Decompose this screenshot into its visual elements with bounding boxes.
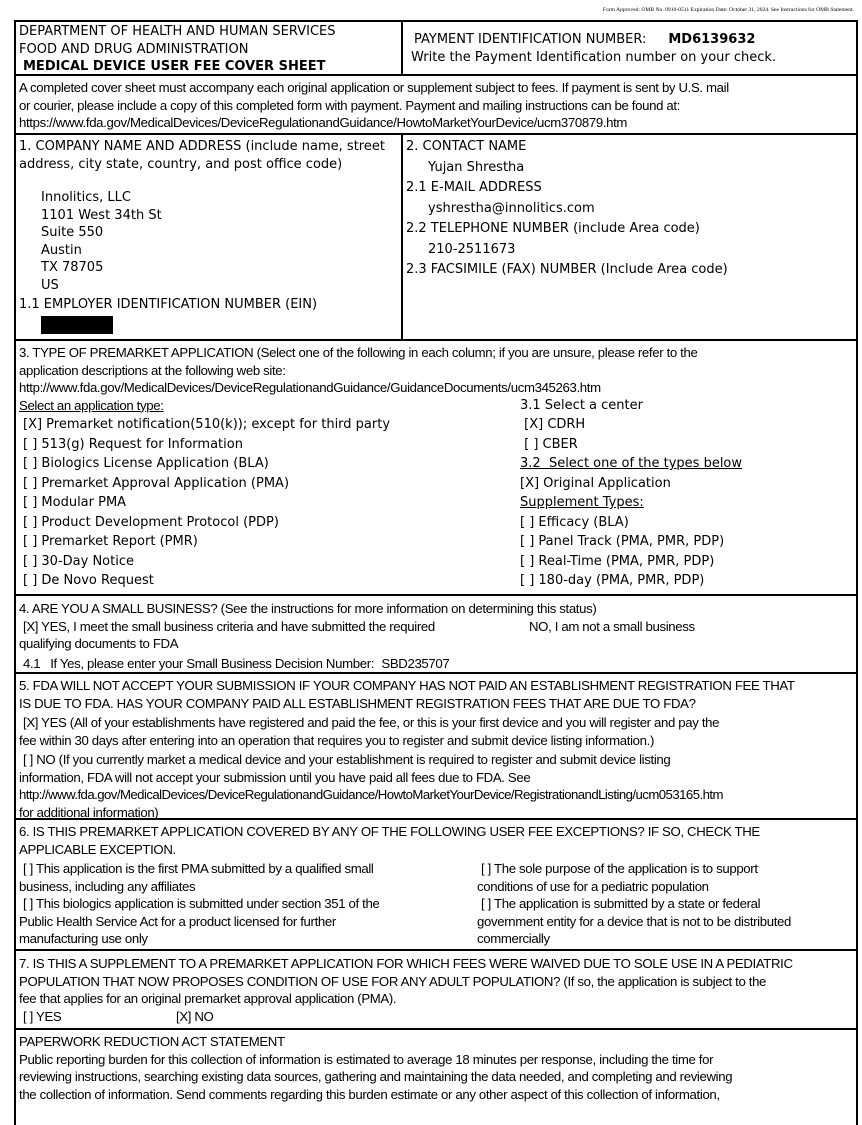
paperwork-reduction-statement [16,1030,856,1125]
paperwork-text: reviewing instructions, searching existing data sources, gathering and maintaining the data needed, and completing and reviewing [19,1069,733,1084]
section-3-columns [19,397,853,590]
exception-option[interactable] [19,895,477,948]
state-zip: TX 78705 [41,260,104,275]
supplement-heading: Supplement Types: [520,495,644,510]
registration-yes[interactable]: [X] YES (All of your establishments have registered and paid the fee, or this is your first device and you will register and pay the [23,715,720,730]
street-address: 1101 West 34th St [41,207,162,223]
app-type-option[interactable]: [ ] 30-Day Notice [23,553,134,569]
section-3-label: application descriptions at the following web site: [19,362,286,378]
registration-yes-cont: fee within 30 days after entering into an operation that requires you to register and submit device listing information.) [19,732,654,748]
section-6-exceptions [16,820,856,951]
form-title: MEDICAL DEVICE USER FEE COVER SHEET [23,59,326,74]
exception-option[interactable] [477,895,853,948]
exception-option[interactable] [477,860,853,895]
application-type-column [19,397,519,590]
section-5-label: IS DUE TO FDA. HAS YOUR COMPANY PAID ALL ESTABLISHMENT REGISTRATION FEES THAT ARE DUE TO FDA? [19,695,696,711]
app-type-option[interactable]: [ ] Premarket Approval Application (PMA) [23,475,290,491]
intro-url[interactable]: https://www.fda.gov/MedicalDevices/DeviceRegulationandGuidance/HowtoMarketYourDevice/ucm370879.htm [19,115,628,130]
section-7-pediatric-supplement [16,951,856,1030]
section-4-label: 4. ARE YOU A SMALL BUSINESS? (See the instructions for more information on determining this status) [19,601,597,616]
section-3-application-type [16,341,856,596]
center-column [519,397,853,590]
center-option[interactable]: [X] CDRH [520,417,586,432]
exception-text: manufacturing use only [19,931,148,946]
city: Austin [41,242,82,258]
section-7-options [19,1008,853,1026]
app-type-heading: Select an application type: [19,397,164,413]
supplement-option[interactable]: [ ] 180-day (PMA, PMR, PDP) [520,573,705,588]
registration-no-cont: for additional information) [19,804,159,820]
app-type-option[interactable]: [ ] Product Development Protocol (PDP) [23,514,279,530]
supplement-option[interactable]: [ ] Real-Time (PMA, PMR, PDP) [520,553,715,569]
small-business-yes[interactable]: [X] YES, I meet the small business criteria and have submitted the required [23,618,435,634]
ein-redacted [19,314,398,338]
company-name: Innolitics, LLC [41,190,131,205]
fax-label: 2.3 FACSIMILE (FAX) NUMBER (Include Area code) [406,262,728,277]
exception-option[interactable] [19,860,477,895]
section-3-url[interactable]: http://www.fda.gov/MedicalDevices/DeviceRegulationandGuidance/GuidanceDocuments/ucm345263.htm [19,380,601,395]
email-value: yshrestha@innolitics.com [428,200,595,216]
small-business-no[interactable]: NO, I am not a small business [529,618,695,634]
contact-label: 2. CONTACT NAME [406,139,527,154]
intro-line: or courier, please include a copy of this completed form with payment. Payment and mailing instructions can be found at: [19,97,680,113]
country: US [41,277,59,293]
types-heading: 3.2 Select one of the types below [520,456,743,471]
email-label: 2.1 E-MAIL ADDRESS [406,180,542,195]
header-row [16,22,856,76]
exception-text: commercially [477,931,550,946]
intro-block [16,76,856,135]
omb-statement: Form Approved: OMB No. 0910-0511 Expiration Date: October 31, 2024. See Instructions for OMB Statement. [602,7,854,13]
company-label: address, city state, country, and post office code) [19,156,343,172]
registration-no-cont: information, FDA will not accept your submission until you have paid all fees due to FDA. See [19,769,531,785]
decision-number-line [19,655,853,673]
exceptions-grid [19,860,853,895]
registration-url[interactable]: http://www.fda.gov/MedicalDevices/DeviceRegulationandGuidance/HowtoMarketYourDevice/RegistrationandListing/ucm053165.htm [19,787,723,802]
phone-label: 2.2 TELEPHONE NUMBER (include Area code) [406,221,700,236]
section-1-company [16,135,403,339]
app-type-option[interactable]: [X] Premarket notification(510(k)); except for third party [23,417,391,432]
exception-text: [ ] The sole purpose of the application is to support [481,861,758,876]
center-heading: 3.1 Select a center [520,397,643,413]
section-6-label: APPLICABLE EXCEPTION. [19,841,176,857]
center-option[interactable]: [ ] CBER [520,436,578,452]
section-7-label: fee that applies for an original premarket approval application (PMA). [19,991,397,1006]
supplement-option[interactable]: [ ] Efficacy (BLA) [520,514,629,530]
section-7-label: 7. IS THIS A SUPPLEMENT TO A PREMARKET APPLICATION FOR WHICH FEES WERE WAIVED DUE TO SOLE USE IN A PEDIATRIC [19,956,793,971]
small-business-yes-cont: qualifying documents to FDA [19,636,179,651]
payment-id-value: MD6139632 [668,32,756,47]
paperwork-text: the collection of information. Send comments regarding this burden estimate or any other aspect of this collection of information, [19,1086,720,1102]
registration-no[interactable]: [ ] NO (If you currently market a medical device and your establishment is required to register and submit device listing [23,752,671,767]
redaction-box [41,316,113,334]
agency-name: FOOD AND DRUG ADMINISTRATION [19,41,249,57]
app-type-option[interactable]: [ ] Modular PMA [23,495,127,510]
intro-line: A completed cover sheet must accompany each original application or supplement subject to fees. If payment is sent by U.S. mail [19,80,729,95]
section-4-small-business [16,596,856,674]
payment-id-block [403,22,856,74]
exceptions-grid [19,895,853,948]
exception-text: Public Health Service Act for a product licensed for further [19,913,336,929]
exception-text: [ ] This biologics application is submitted under section 351 of the [23,896,380,911]
pediatric-no[interactable]: [X] NO [176,1008,214,1024]
app-type-option[interactable]: [ ] De Novo Request [23,573,154,588]
section-1-2 [16,135,856,341]
exception-text: business, including any affiliates [19,878,196,894]
agency-block [16,22,403,74]
decision-number-label: 4.1 If Yes, please enter your Small Business Decision Number: [23,655,375,671]
pediatric-yes[interactable]: [ ] YES [23,1008,62,1024]
phone-value: 210-2511673 [428,241,516,257]
paperwork-heading: PAPERWORK REDUCTION ACT STATEMENT [19,1034,285,1049]
suite: Suite 550 [41,225,104,240]
exception-text: [ ] The application is submitted by a state or federal [481,896,761,911]
department-name: DEPARTMENT OF HEALTH AND HUMAN SERVICES [19,24,336,39]
payment-id-line [411,31,853,49]
section-3-label: 3. TYPE OF PREMARKET APPLICATION (Select one of the following in each column; if you are unsure, please refer to the [19,345,698,360]
payment-id-note: Write the Payment Identification number on your check. [411,49,777,65]
app-type-option[interactable]: [ ] Biologics License Application (BLA) [23,456,269,471]
app-type-option[interactable]: [ ] Premarket Report (PMR) [23,534,198,549]
exception-text: [ ] This application is the first PMA submitted by a qualified small [23,861,374,876]
supplement-option[interactable]: [ ] Panel Track (PMA, PMR, PDP) [520,534,725,549]
original-application-option[interactable]: [X] Original Application [520,475,671,491]
yes-option-block[interactable] [19,618,529,653]
contact-value: Yujan Shrestha [428,159,525,175]
company-label: 1. COMPANY NAME AND ADDRESS (include name, street [19,139,385,154]
section-2-contact [403,135,856,339]
app-type-option[interactable]: [ ] 513(g) Request for Information [23,436,243,452]
section-5-registration-fee [16,674,856,820]
decision-number-value: SBD235707 [381,655,450,671]
payment-id-label: PAYMENT IDENTIFICATION NUMBER: [414,32,647,47]
section-6-label: 6. IS THIS PREMARKET APPLICATION COVERED BY ANY OF THE FOLLOWING USER FEE EXCEPTIONS? IF SO, CHECK THE [19,824,760,839]
section-5-label: 5. FDA WILL NOT ACCEPT YOUR SUBMISSION IF YOUR COMPANY HAS NOT PAID AN ESTABLISHMENT REGISTRATION FEE THAT [19,678,795,693]
section-4-options [19,618,853,653]
exception-text: government entity for a device that is not to be distributed [477,913,792,929]
exception-text: conditions of use for a pediatric population [477,878,709,894]
ein-label: 1.1 EMPLOYER IDENTIFICATION NUMBER (EIN) [19,297,318,312]
cover-sheet-form [14,20,858,1125]
paperwork-text: Public reporting burden for this collection of information is estimated to average 18 minutes per response, including the time for [19,1051,714,1067]
section-7-label: POPULATION THAT NOW PROPOSES CONDITION OF USE FOR ANY ADULT POPULATION? (If so, the application is subject to the [19,973,767,989]
